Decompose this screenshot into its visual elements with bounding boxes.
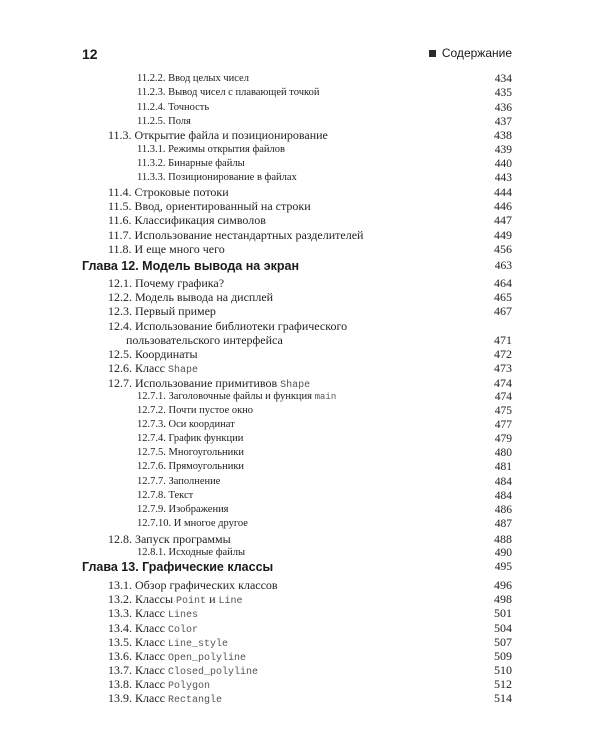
toc-page-number: 509 <box>494 649 512 663</box>
toc-text: 11.2.5. Поля <box>137 116 191 127</box>
toc-text: 13.6. Класс <box>108 649 168 663</box>
toc-page-number: 456 <box>494 242 512 256</box>
toc-entry <box>0 319 600 333</box>
toc-entry <box>0 101 600 115</box>
toc-text: Глава 12. Модель вывода на экран <box>82 259 299 273</box>
code-identifier: Closed_polyline <box>167 667 258 678</box>
toc-page-number: 496 <box>494 578 512 592</box>
toc-page-number: 475 <box>494 405 512 417</box>
toc-page-number: 435 <box>494 87 512 99</box>
toc-entry <box>0 171 600 185</box>
toc-page-number: 481 <box>494 461 512 473</box>
code-identifier: Line <box>218 596 243 607</box>
toc-page-number: 510 <box>494 663 512 677</box>
toc-page-number: 474 <box>494 391 512 403</box>
toc-entry-title <box>137 115 191 129</box>
toc-text: 11.8. И еще много чего <box>108 242 225 256</box>
toc-entry <box>0 143 600 157</box>
toc-entry-title <box>108 532 231 546</box>
toc-entry <box>0 376 600 390</box>
toc-entry <box>0 635 600 649</box>
toc-chapter <box>0 259 600 273</box>
toc-text: 12.7.7. Заполнение <box>137 476 221 487</box>
toc-text: 12.7.5. Многоугольники <box>137 447 244 458</box>
toc-text: 13.4. Класс <box>108 621 168 635</box>
running-header-title: Содержание <box>441 46 512 60</box>
toc-text: 11.2.3. Вывод чисел с плавающей точкой <box>137 87 320 98</box>
toc-entry-title <box>108 290 273 304</box>
toc-entry-title <box>137 404 253 418</box>
toc-entry <box>0 199 600 213</box>
toc-text: 12.7. Использование примитивов <box>108 376 281 390</box>
toc-entry <box>0 546 600 560</box>
toc-entry <box>0 157 600 171</box>
toc-page-number: 463 <box>494 260 512 272</box>
toc-page-number: 504 <box>494 621 512 635</box>
toc-page-number: 507 <box>494 635 512 649</box>
toc-text: 13.5. Класс <box>108 635 168 649</box>
toc-text: 13.2. Классы <box>108 592 177 606</box>
toc-entry <box>0 460 600 474</box>
toc-text: 12.4. Использование библиотеки графического <box>108 319 348 333</box>
toc-entry <box>0 242 600 256</box>
toc-entry-title <box>137 460 244 474</box>
toc-entry <box>0 489 600 503</box>
toc-page-number: 446 <box>494 199 512 213</box>
toc-entry <box>0 333 600 347</box>
page-number: 12 <box>82 46 98 62</box>
toc-page-number: 484 <box>494 476 512 488</box>
toc-page-number: 471 <box>494 333 512 347</box>
toc-entry-title <box>137 517 248 531</box>
toc-entry-title <box>108 304 216 318</box>
toc-page-number: 436 <box>494 102 512 114</box>
toc-entry-title <box>108 319 347 333</box>
toc-text: 11.7. Использование нестандартных разделителей <box>108 228 364 242</box>
toc-entry-title <box>108 347 198 361</box>
toc-entry <box>0 649 600 663</box>
toc-entry <box>0 691 600 705</box>
toc-entry-title <box>108 242 225 256</box>
toc-text: 12.5. Координаты <box>108 347 198 361</box>
toc-page-number: 434 <box>494 73 512 85</box>
toc-entry <box>0 475 600 489</box>
toc-page-number: 477 <box>494 419 512 431</box>
toc-page-number: 488 <box>494 532 512 546</box>
toc-entry <box>0 517 600 531</box>
toc-text: и <box>206 592 219 606</box>
toc-entry-title <box>137 143 285 157</box>
toc-page-number: 447 <box>494 213 512 227</box>
toc-entry <box>0 347 600 361</box>
toc-entry <box>0 390 600 404</box>
toc-text: 13.8. Класс <box>108 677 168 691</box>
toc-text: 13.1. Обзор графических классов <box>108 578 278 592</box>
toc-entry <box>0 86 600 100</box>
toc-text: 12.7.3. Оси координат <box>137 419 235 430</box>
code-identifier: Rectangle <box>167 695 222 706</box>
toc-text: 12.6. Класс <box>108 361 168 375</box>
toc-text: 13.3. Класс <box>108 606 168 620</box>
toc-entry <box>0 432 600 446</box>
toc-entry <box>0 503 600 517</box>
toc-entry-title <box>137 418 235 432</box>
toc-text: 11.5. Ввод, ориентированный на строки <box>108 199 311 213</box>
toc-entry-title <box>108 199 311 213</box>
toc-entry <box>0 592 600 606</box>
toc-page-number: 474 <box>494 376 512 390</box>
toc-entry-title <box>137 489 193 503</box>
toc-entry-title <box>108 228 363 242</box>
toc-text: 12.7.6. Прямоугольники <box>137 461 245 472</box>
toc-entry-title <box>82 560 273 574</box>
toc-page-number: 438 <box>494 128 512 142</box>
toc-text: 11.3.1. Режимы открытия файлов <box>137 144 285 155</box>
toc-entry <box>0 446 600 460</box>
toc-entry <box>0 72 600 86</box>
toc-entry-title <box>126 333 283 347</box>
toc-entry <box>0 128 600 142</box>
code-identifier: Color <box>167 625 198 636</box>
toc-text: 12.8. Запуск программы <box>108 532 231 546</box>
toc-entry-title <box>137 475 220 489</box>
toc-text: 12.8.1. Исходные файлы <box>137 547 246 558</box>
toc-text: 13.7. Класс <box>108 663 168 677</box>
toc-entry-title <box>108 213 266 227</box>
toc-entry <box>0 532 600 546</box>
toc-entry <box>0 228 600 242</box>
toc-entry-title <box>137 546 245 560</box>
toc-text: 11.3.2. Бинарные файлы <box>137 158 245 169</box>
toc-text: 11.3. Открытие файла и позиционирование <box>108 128 328 142</box>
toc-text: Глава 13. Графические классы <box>82 560 274 574</box>
toc-page-number: 484 <box>494 490 512 502</box>
toc-entry <box>0 663 600 677</box>
toc-text: 13.9. Класс <box>108 691 168 705</box>
toc-entry <box>0 213 600 227</box>
code-identifier: Point <box>176 596 207 607</box>
toc-text: 11.2.4. Точность <box>137 102 210 113</box>
code-identifier: Shape <box>280 380 311 391</box>
toc-entry <box>0 606 600 620</box>
toc-page-number: 490 <box>494 547 512 559</box>
toc-entry-title <box>108 691 222 708</box>
toc-entry-title <box>137 446 244 460</box>
toc-page-number: 480 <box>494 447 512 459</box>
toc-page-number: 514 <box>494 691 512 705</box>
toc-entry-title <box>108 276 224 290</box>
code-identifier: Line_style <box>167 639 228 650</box>
toc-entry-title <box>108 128 328 142</box>
toc-page-number: 479 <box>494 433 512 445</box>
toc-entry <box>0 418 600 432</box>
toc-entry-title <box>137 86 319 100</box>
toc-entry-title <box>137 503 229 517</box>
toc-entry <box>0 290 600 304</box>
toc-page-number: 512 <box>494 677 512 691</box>
toc-page-number: 444 <box>494 185 512 199</box>
toc-text: 12.7.10. И многое другое <box>137 518 248 529</box>
toc-text: 12.1. Почему графика? <box>108 276 225 290</box>
toc-entry-title <box>137 101 209 115</box>
code-identifier: Shape <box>167 365 198 376</box>
toc-entry <box>0 361 600 375</box>
toc-entry <box>0 677 600 691</box>
toc-text: 11.3.3. Позиционирование в файлах <box>137 172 297 183</box>
toc-entry-title <box>137 390 336 404</box>
toc-page-number: 440 <box>494 158 512 170</box>
toc-page-number: 472 <box>494 347 512 361</box>
toc-page-number: 449 <box>494 228 512 242</box>
toc-page-number: 437 <box>494 116 512 128</box>
toc-text: 12.2. Модель вывода на дисплей <box>108 290 274 304</box>
toc-text: 11.2.2. Ввод целых чисел <box>137 73 249 84</box>
toc-entry <box>0 115 600 129</box>
toc-text: 12.7.9. Изображения <box>137 504 229 515</box>
toc-text: пользовательского интерфейса <box>126 333 283 347</box>
toc-entry <box>0 276 600 290</box>
toc-chapter <box>0 560 600 574</box>
toc-page-number: 473 <box>494 361 512 375</box>
toc-text: 12.7.4. График функции <box>137 433 244 444</box>
toc-page-number: 501 <box>494 606 512 620</box>
toc-entry <box>0 185 600 199</box>
toc-text: 12.3. Первый пример <box>108 304 216 318</box>
toc-page-number: 486 <box>494 504 512 516</box>
toc-page-number: 495 <box>494 561 512 573</box>
toc-page-number: 443 <box>494 172 512 184</box>
toc-page-number: 465 <box>494 290 512 304</box>
code-identifier: Lines <box>167 610 198 621</box>
toc-page-number: 439 <box>494 144 512 156</box>
toc-text: 11.4. Строковые потоки <box>108 185 229 199</box>
code-identifier: Open_polyline <box>167 653 246 664</box>
toc-entry-title <box>137 72 249 86</box>
toc-text: 12.7.1. Заголовочные файлы и функция <box>137 391 315 402</box>
toc-entry-title <box>137 157 245 171</box>
toc-entry-title <box>82 259 299 273</box>
toc-entry-title <box>108 185 229 199</box>
code-identifier: Polygon <box>167 681 210 692</box>
toc-entry <box>0 404 600 418</box>
toc-entry <box>0 621 600 635</box>
toc-entry-title <box>137 432 243 446</box>
toc-page-number: 464 <box>494 276 512 290</box>
toc-page-number: 487 <box>494 518 512 530</box>
toc-entry <box>0 578 600 592</box>
toc-text: 12.7.8. Текст <box>137 490 194 501</box>
toc-entry <box>0 304 600 318</box>
toc-entry-title <box>137 171 297 185</box>
toc-page-number: 498 <box>494 592 512 606</box>
toc-page-number: 467 <box>494 304 512 318</box>
toc-text: 11.6. Классификация символов <box>108 213 266 227</box>
code-identifier: main <box>314 392 337 402</box>
toc-entry-title <box>108 578 278 592</box>
toc-text: 12.7.2. Почти пустое окно <box>137 405 254 416</box>
